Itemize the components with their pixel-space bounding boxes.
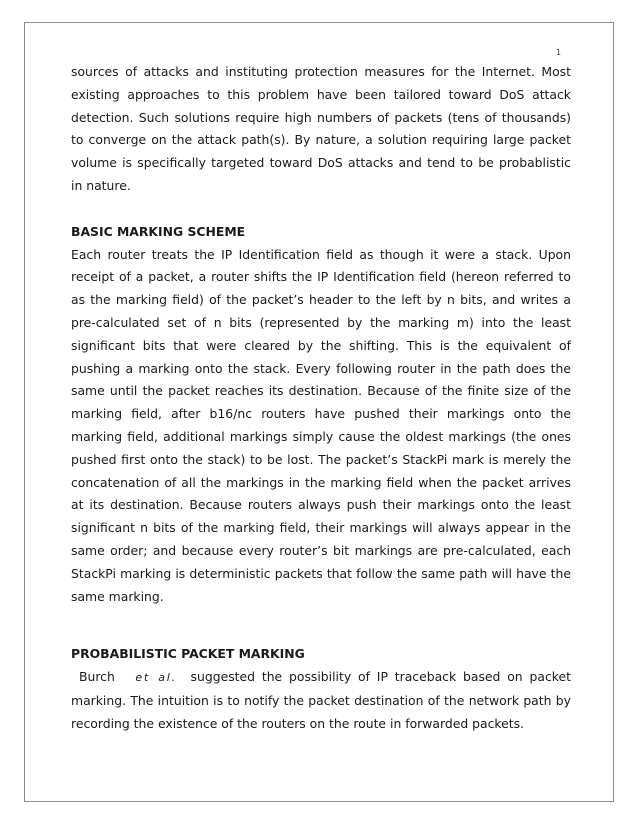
probabilistic-marking-paragraph: [71, 666, 571, 735]
basic-marking-paragraph: Each router treats the IP Identification field as though it were a stack. Upon receipt of a packet, a router shifts the IP Identification field (hereon referred to as the marking field) of the packet’s header to the left by n bits, and writes a pre-calculated set of n bits (represented by the marking m) into the least significant bits that were cleared by the shifting. This is the equivalent of pushing a marking onto the stack. Every following router in the path does the same until the packet reaches its destination. Because of the finite size of the marking field, after b16/nc routers have pushed their markings onto the marking field, additional markings simply cause the oldest markings (the ones pushed first onto the stack) to be lost. The packet’s StackPi mark is merely the concatenation of all the markings in the marking field when the packet arrives at its destination. Because routers always push their markings onto the least significant n bits of the marking field, their markings will always appear in the same order; and because every router’s bit markings are pre-calculated, each StackPi marking is deterministic packets that follow the same path will have the same marking.: [71, 246, 571, 604]
author-name: Burch: [79, 669, 115, 685]
heading-probabilistic-marking: PROBABILISTIC PACKET MARKING: [71, 646, 305, 662]
document-body: [71, 61, 571, 736]
et-al: et al.: [135, 671, 177, 685]
probabilistic-body: suggested the possibility of IP traceback based on packet marking. The intuition is to notify the packet destination of the network path by recording the existence of the routers on the route in forwarded packets.: [71, 669, 571, 731]
page-number: 1: [556, 48, 562, 57]
intro-paragraph: sources of attacks and instituting protection measures for the Internet. Most existing approaches to this problem have been tailored toward DoS attack detection. Such solutions require high numbers of packets (tens of thousands) to converge on the attack path(s). By nature, a solution requiring large packet volume is specifically targeted toward DoS attacks and tend to be probablistic in nature.: [71, 64, 571, 193]
heading-basic-marking: BASIC MARKING SCHEME: [71, 223, 246, 239]
